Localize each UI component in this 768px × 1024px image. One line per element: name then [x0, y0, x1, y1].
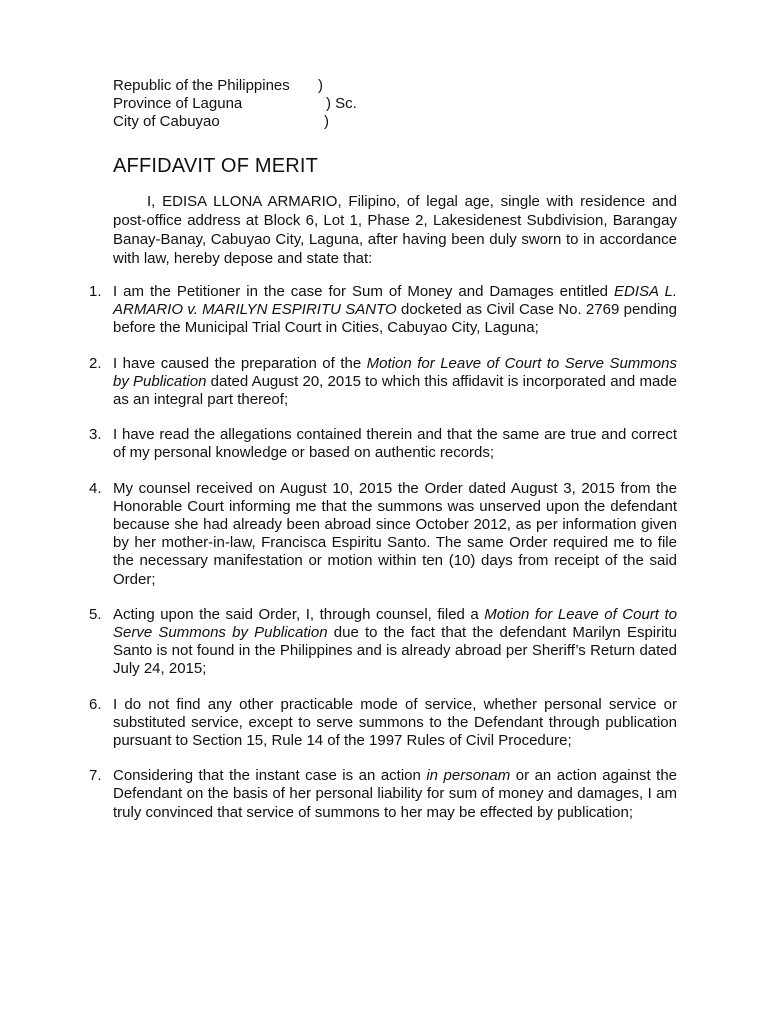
statement-item [89, 606, 677, 679]
item-text: I have caused the preparation of the [113, 354, 367, 372]
item-text: Considering that the instant case is an action [113, 767, 427, 785]
item-text: I do not find any other practicable mode of service, whether personal service or substituted service, except to serve summons to the Defendant through publication pursuant to Section 15, Rule 14 of the 1997 Rules of Civil Procedure; [113, 695, 677, 750]
item-number: 4. [89, 479, 102, 497]
item-number: 5. [89, 605, 102, 623]
statement-item [89, 283, 677, 338]
item-italic-text: Motion for Leave of Court to Serve Summons by Publication [113, 354, 677, 390]
statement-item [89, 767, 677, 822]
item-text: I have read the allegations contained therein and that the same are true and correct of my personal knowledge or based on authentic records; [113, 426, 677, 462]
caption-line-city [113, 113, 413, 131]
caption-bracket: ) [324, 113, 329, 130]
item-number: 6. [89, 695, 102, 713]
item-text: Acting upon the said Order, I, through counsel, filed a [113, 605, 485, 623]
item-italic-text: in personam [426, 767, 511, 785]
statement-item [89, 696, 677, 751]
item-italic-text: EDISA L. ARMARIO v. MARILYN ESPIRITU SANTO [113, 283, 677, 319]
caption-province: Province of Laguna [113, 95, 243, 112]
item-number: 3. [89, 426, 102, 444]
item-text: due to the fact that the defendant Marilyn Espiritu Santo is not found in the Philippines and is already abroad per Sheriff’s Return dated July 24, 2015; [113, 624, 677, 678]
item-text: docketed as Civil Case No. 2769 pending before the Municipal Trial Court in Cities, Cabuyao City, Laguna; [113, 301, 677, 337]
item-number: 7. [89, 767, 102, 785]
caption-republic: Republic of the Philippines [113, 77, 290, 94]
item-number: 1. [89, 283, 102, 300]
venue-caption [113, 77, 413, 131]
document-title: AFFIDAVIT OF MERIT [113, 155, 319, 177]
item-text: dated August 20, 2015 to which this affidavit is incorporated and made as an integral part thereof; [113, 372, 677, 409]
item-text: or an action against the Defendant on the basis of her personal liability for sum of money and damages, I am truly convinced that service of summons to her may be effected by publication; [113, 767, 678, 821]
statement-item [89, 426, 677, 462]
item-italic-text: Motion for Leave of Court to Serve Summons by Publication [113, 605, 677, 642]
statement-item [89, 480, 677, 589]
statement-item [89, 355, 677, 410]
caption-line-republic [113, 77, 413, 95]
item-text: My counsel received on August 10, 2015 the Order dated August 3, 2015 from the Honorable Court informing me that the summons was unserved upon the defendant because she had already been abroad since October 2012, as per information given by her mother-in-law, Francisca Espiritu Santo. The same Order required me to file the necessary manifestation or motion within ten (10) days from receipt of the said Order; [113, 479, 677, 588]
numbered-statements [89, 283, 677, 822]
caption-city: City of Cabuyao [113, 113, 220, 130]
item-number: 2. [89, 354, 102, 372]
item-text: I am the Petitioner in the case for Sum of Money and Damages entitled [113, 283, 615, 300]
caption-line-province [113, 95, 413, 113]
intro-paragraph: I, EDISA LLONA ARMARIO, Filipino, of legal age, single with residence and post-office address at Block 6, Lot 1, Phase 2, Lakesidenest Subdivision, Barangay Banay-Banay, Cabuyao City, Laguna, after having been duly sworn to in accordance with law, hereby depose and state that: [113, 193, 677, 267]
caption-scilicet: ) Sc. [326, 95, 357, 112]
caption-bracket: ) [318, 77, 323, 94]
